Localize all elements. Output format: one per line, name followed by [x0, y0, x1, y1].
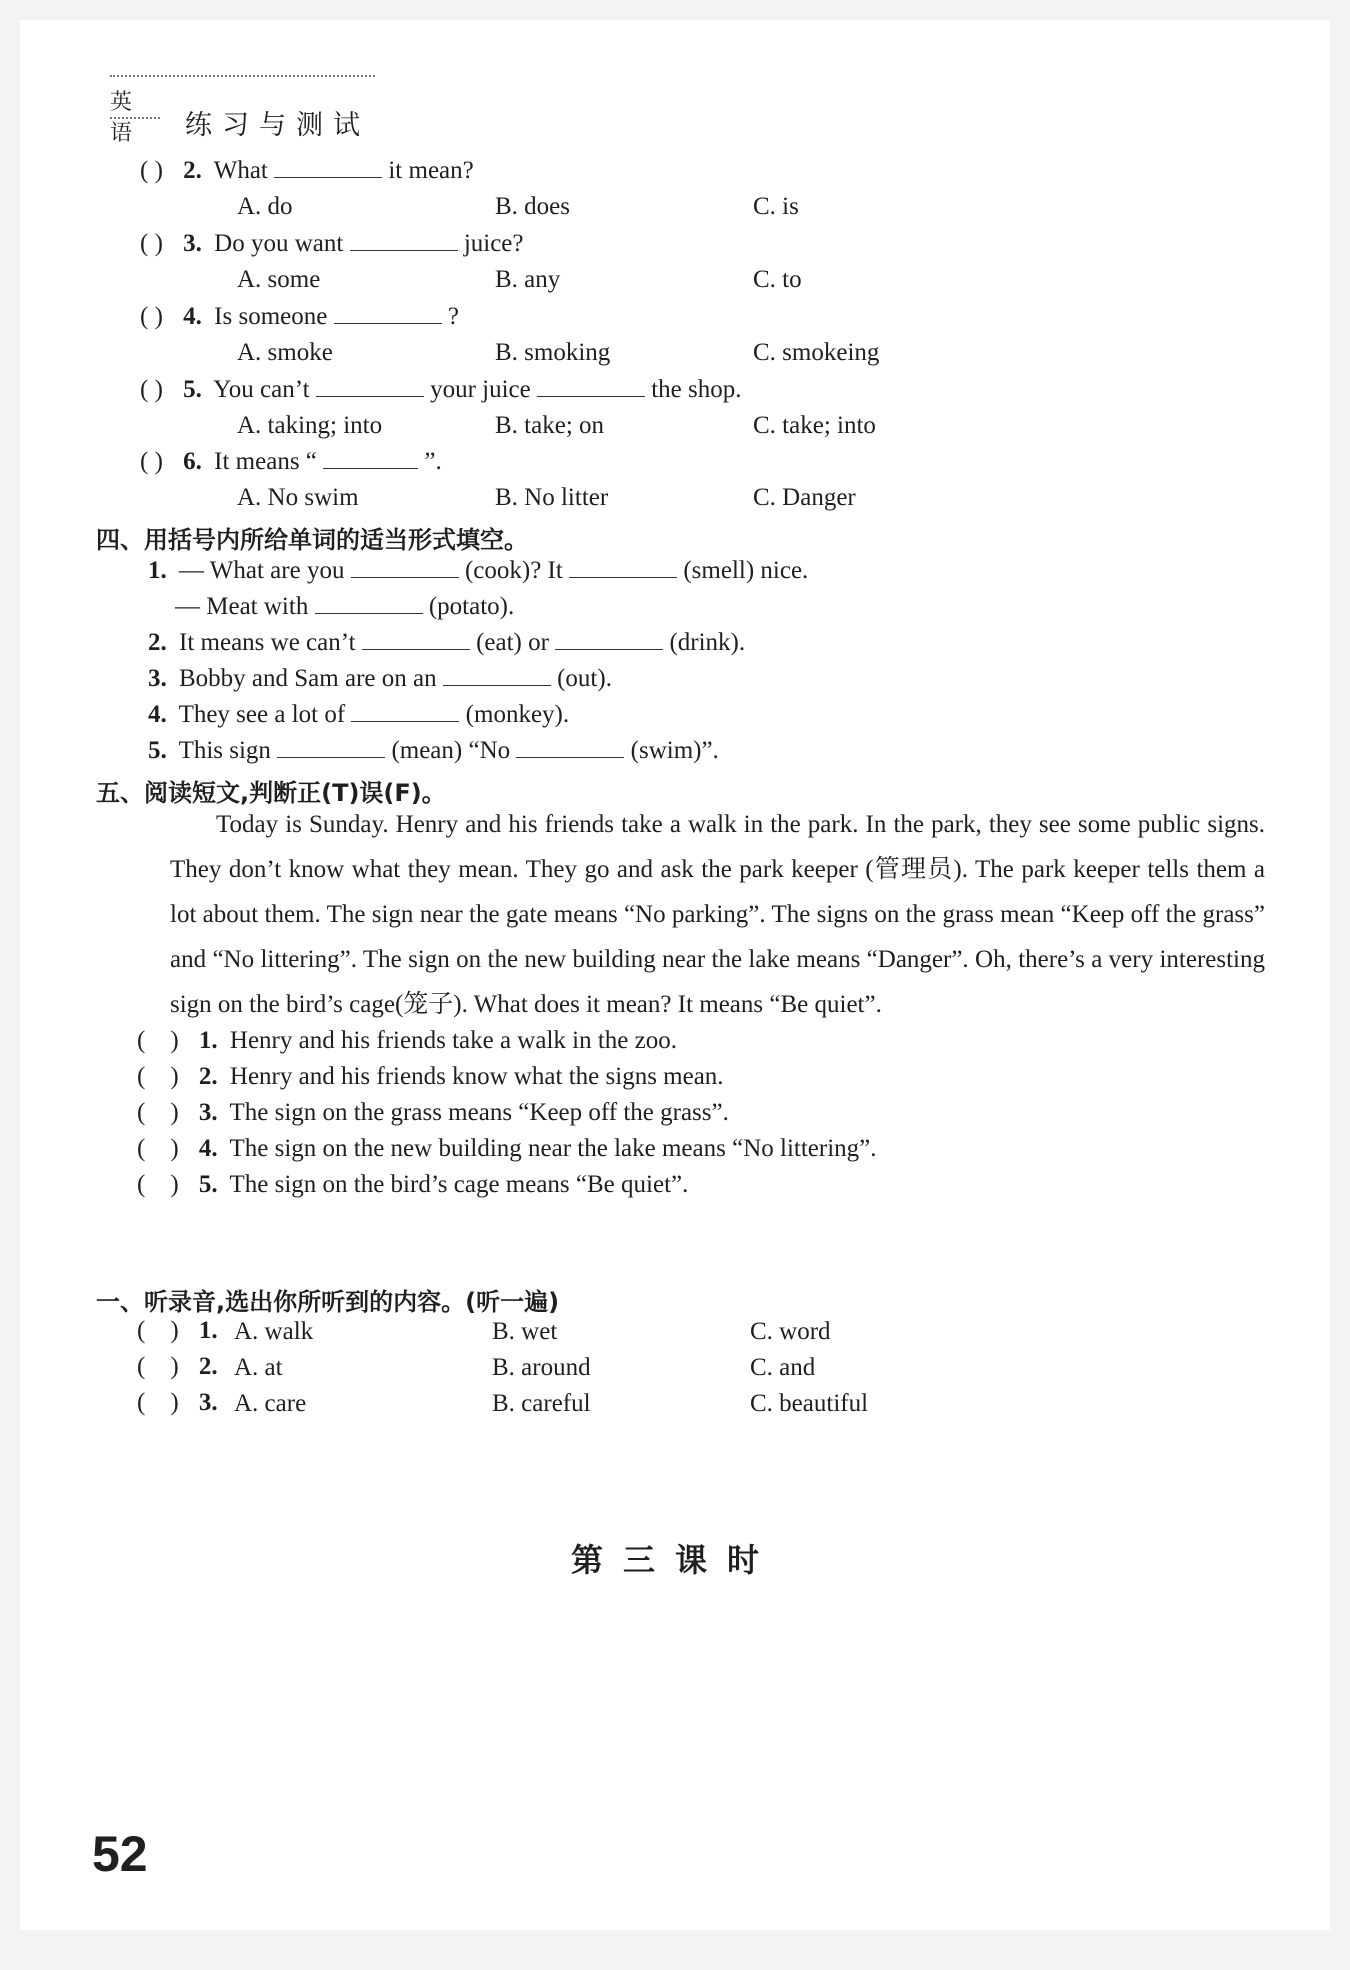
fill-item [148, 701, 569, 727]
item-number: 2. [148, 629, 167, 656]
listening-item [137, 1318, 224, 1343]
answer-paren[interactable]: ( ) [137, 1353, 179, 1380]
statement-number: 3. [198, 1099, 218, 1126]
answer-blank[interactable] [351, 557, 459, 578]
question-number: 4. [183, 303, 202, 330]
question-text: ? [447, 303, 459, 330]
option-b[interactable]: B. does [495, 193, 570, 220]
option-c[interactable]: C. beautiful [750, 1390, 869, 1417]
answer-blank[interactable] [351, 701, 459, 722]
statement-text: The sign on the bird’s cage means “Be quiet”. [229, 1171, 689, 1198]
answer-paren[interactable]: ( ) [137, 1317, 179, 1344]
item-number: 3. [148, 665, 167, 692]
option-b[interactable]: B. any [495, 266, 561, 293]
item-text: They see a lot of [178, 701, 346, 728]
option-b[interactable]: B. smoking [495, 339, 611, 366]
item-number: 1. [198, 1317, 218, 1344]
answer-blank[interactable] [323, 448, 418, 469]
item-text: — What are you [179, 557, 345, 584]
answer-paren[interactable]: ( ) [137, 1135, 179, 1162]
answer-paren[interactable]: ( ) [137, 1027, 179, 1054]
question-text: the shop. [651, 376, 742, 403]
answer-blank[interactable] [362, 629, 470, 650]
question-text: It means “ [214, 448, 317, 475]
item-text: (eat) or [476, 629, 549, 656]
statement-number: 5. [198, 1171, 218, 1198]
section-heading: 五、阅读短文,判断正(T)误(F)。 [96, 779, 446, 807]
answer-blank[interactable] [516, 737, 624, 758]
item-number: 4. [148, 701, 167, 728]
option-c[interactable]: C. smokeing [753, 339, 880, 366]
item-text: This sign [178, 737, 271, 764]
question-number: 5. [183, 376, 202, 403]
mc-question [140, 448, 442, 474]
item-number: 1. [148, 557, 167, 584]
item-text: — Meat with [175, 593, 309, 620]
mc-question [140, 230, 524, 256]
answer-paren[interactable]: ( ) [137, 1171, 179, 1198]
answer-paren[interactable]: ( ) [140, 230, 163, 257]
listening-item [137, 1390, 224, 1415]
item-text: (drink). [669, 629, 746, 656]
option-a[interactable]: A. No swim [237, 484, 359, 511]
workbook-page [20, 20, 1330, 1930]
option-b[interactable]: B. take; on [495, 412, 605, 439]
fill-item [148, 665, 612, 691]
item-text: Bobby and Sam are on an [179, 665, 437, 692]
tf-statement [137, 1100, 729, 1125]
option-a[interactable]: A. at [234, 1354, 283, 1381]
tf-statement [137, 1136, 877, 1161]
answer-paren[interactable]: ( ) [140, 448, 163, 475]
question-text: Is someone [214, 303, 328, 330]
item-text: (cook)? It [464, 557, 563, 584]
answer-blank[interactable] [443, 665, 551, 686]
option-a[interactable]: A. taking; into [237, 412, 383, 439]
question-number: 2. [183, 157, 202, 184]
statement-text: The sign on the new building near the lake means “No littering”. [229, 1135, 877, 1162]
option-c[interactable]: C. to [753, 266, 802, 293]
book-title: 练习与测试 [185, 110, 370, 141]
question-text: What [213, 157, 268, 184]
option-a[interactable]: A. walk [234, 1318, 314, 1345]
answer-blank[interactable] [350, 230, 458, 251]
answer-paren[interactable]: ( ) [140, 157, 163, 184]
option-b[interactable]: B. careful [492, 1390, 591, 1417]
item-number: 5. [148, 737, 167, 764]
fill-item [175, 593, 514, 619]
option-b[interactable]: B. wet [492, 1318, 558, 1345]
question-text: ”. [424, 448, 442, 475]
question-text: juice? [463, 230, 524, 257]
answer-blank[interactable] [274, 157, 382, 178]
option-c[interactable]: C. word [750, 1318, 831, 1345]
item-number: 2. [198, 1353, 218, 1380]
answer-paren[interactable]: ( ) [137, 1099, 179, 1126]
fill-item [148, 557, 808, 583]
header-dotted-rule [110, 75, 375, 77]
tf-statement [137, 1064, 724, 1089]
item-text: (swim)”. [630, 737, 719, 764]
tf-statement [137, 1172, 688, 1197]
item-text: (potato). [428, 593, 515, 620]
passage-text: Today is Sunday. Henry and his friends take a walk in the park. In the park, they see some public signs. They don’t know what they mean. They go and ask the park keeper (管理员). The park keeper tells them a lot about them. The sign near the gate means “No parking”. The signs on the grass mean “Keep off the grass” and “No littering”. The sign on the new building near the lake means “Danger”. Oh, there’s a very interesting sign on the bird’s cage(笼子). What does it mean? It means “Be quiet”. [170, 811, 1265, 1018]
answer-blank[interactable] [334, 303, 442, 324]
option-a[interactable]: A. some [237, 266, 321, 293]
statement-text: Henry and his friends know what the signs mean. [229, 1063, 724, 1090]
item-text: (mean) “No [391, 737, 511, 764]
option-b[interactable]: B. No litter [495, 484, 609, 511]
item-number: 3. [198, 1389, 218, 1416]
answer-blank[interactable] [277, 737, 385, 758]
answer-paren[interactable]: ( ) [137, 1063, 179, 1090]
statement-text: The sign on the grass means “Keep off the grass”. [229, 1099, 729, 1126]
answer-blank[interactable] [315, 593, 423, 614]
answer-paren[interactable]: ( ) [137, 1389, 179, 1416]
option-c[interactable]: C. is [753, 193, 799, 220]
option-c[interactable]: C. and [750, 1354, 816, 1381]
option-c[interactable]: C. take; into [753, 412, 876, 439]
answer-blank[interactable] [555, 629, 663, 650]
fill-item [148, 629, 745, 655]
page-number: 52 [92, 1826, 148, 1882]
mc-question [140, 376, 742, 402]
subject-dotted-rule [110, 117, 160, 119]
option-a[interactable]: A. do [237, 193, 293, 220]
item-text: It means we can’t [179, 629, 356, 656]
option-a[interactable]: A. care [234, 1390, 307, 1417]
answer-blank[interactable] [316, 376, 424, 397]
option-a[interactable]: A. smoke [237, 339, 333, 366]
tf-statement [137, 1028, 677, 1053]
question-number: 6. [183, 448, 202, 475]
option-b[interactable]: B. around [492, 1354, 591, 1381]
item-text: (monkey). [465, 701, 570, 728]
reading-passage [170, 802, 1265, 1027]
question-text: your juice [430, 376, 531, 403]
statement-number: 1. [198, 1027, 218, 1054]
question-text: it mean? [388, 157, 474, 184]
answer-blank[interactable] [569, 557, 677, 578]
item-text: (smell) nice. [683, 557, 809, 584]
option-c[interactable]: C. Danger [753, 484, 856, 511]
lesson-title: 第三课时 [570, 1541, 779, 1579]
fill-item [148, 737, 719, 763]
statement-number: 4. [198, 1135, 218, 1162]
item-text: (out). [557, 665, 612, 692]
answer-paren[interactable]: ( ) [140, 376, 163, 403]
answer-blank[interactable] [537, 376, 645, 397]
question-text: Do you want [214, 230, 344, 257]
statement-number: 2. [198, 1063, 218, 1090]
listening-item [137, 1354, 224, 1379]
statement-text: Henry and his friends take a walk in the zoo. [229, 1027, 677, 1054]
mc-question [140, 303, 459, 329]
question-text: You can’t [213, 376, 310, 403]
answer-paren[interactable]: ( ) [140, 303, 163, 330]
question-number: 3. [183, 230, 202, 257]
section-heading: 四、用括号内所给单词的适当形式填空。 [96, 526, 528, 554]
mc-question [140, 157, 474, 183]
subject-label: 英语 [110, 90, 135, 146]
section-heading: 一、听录音,选出你所听到的内容。(听一遍) [96, 1288, 560, 1316]
